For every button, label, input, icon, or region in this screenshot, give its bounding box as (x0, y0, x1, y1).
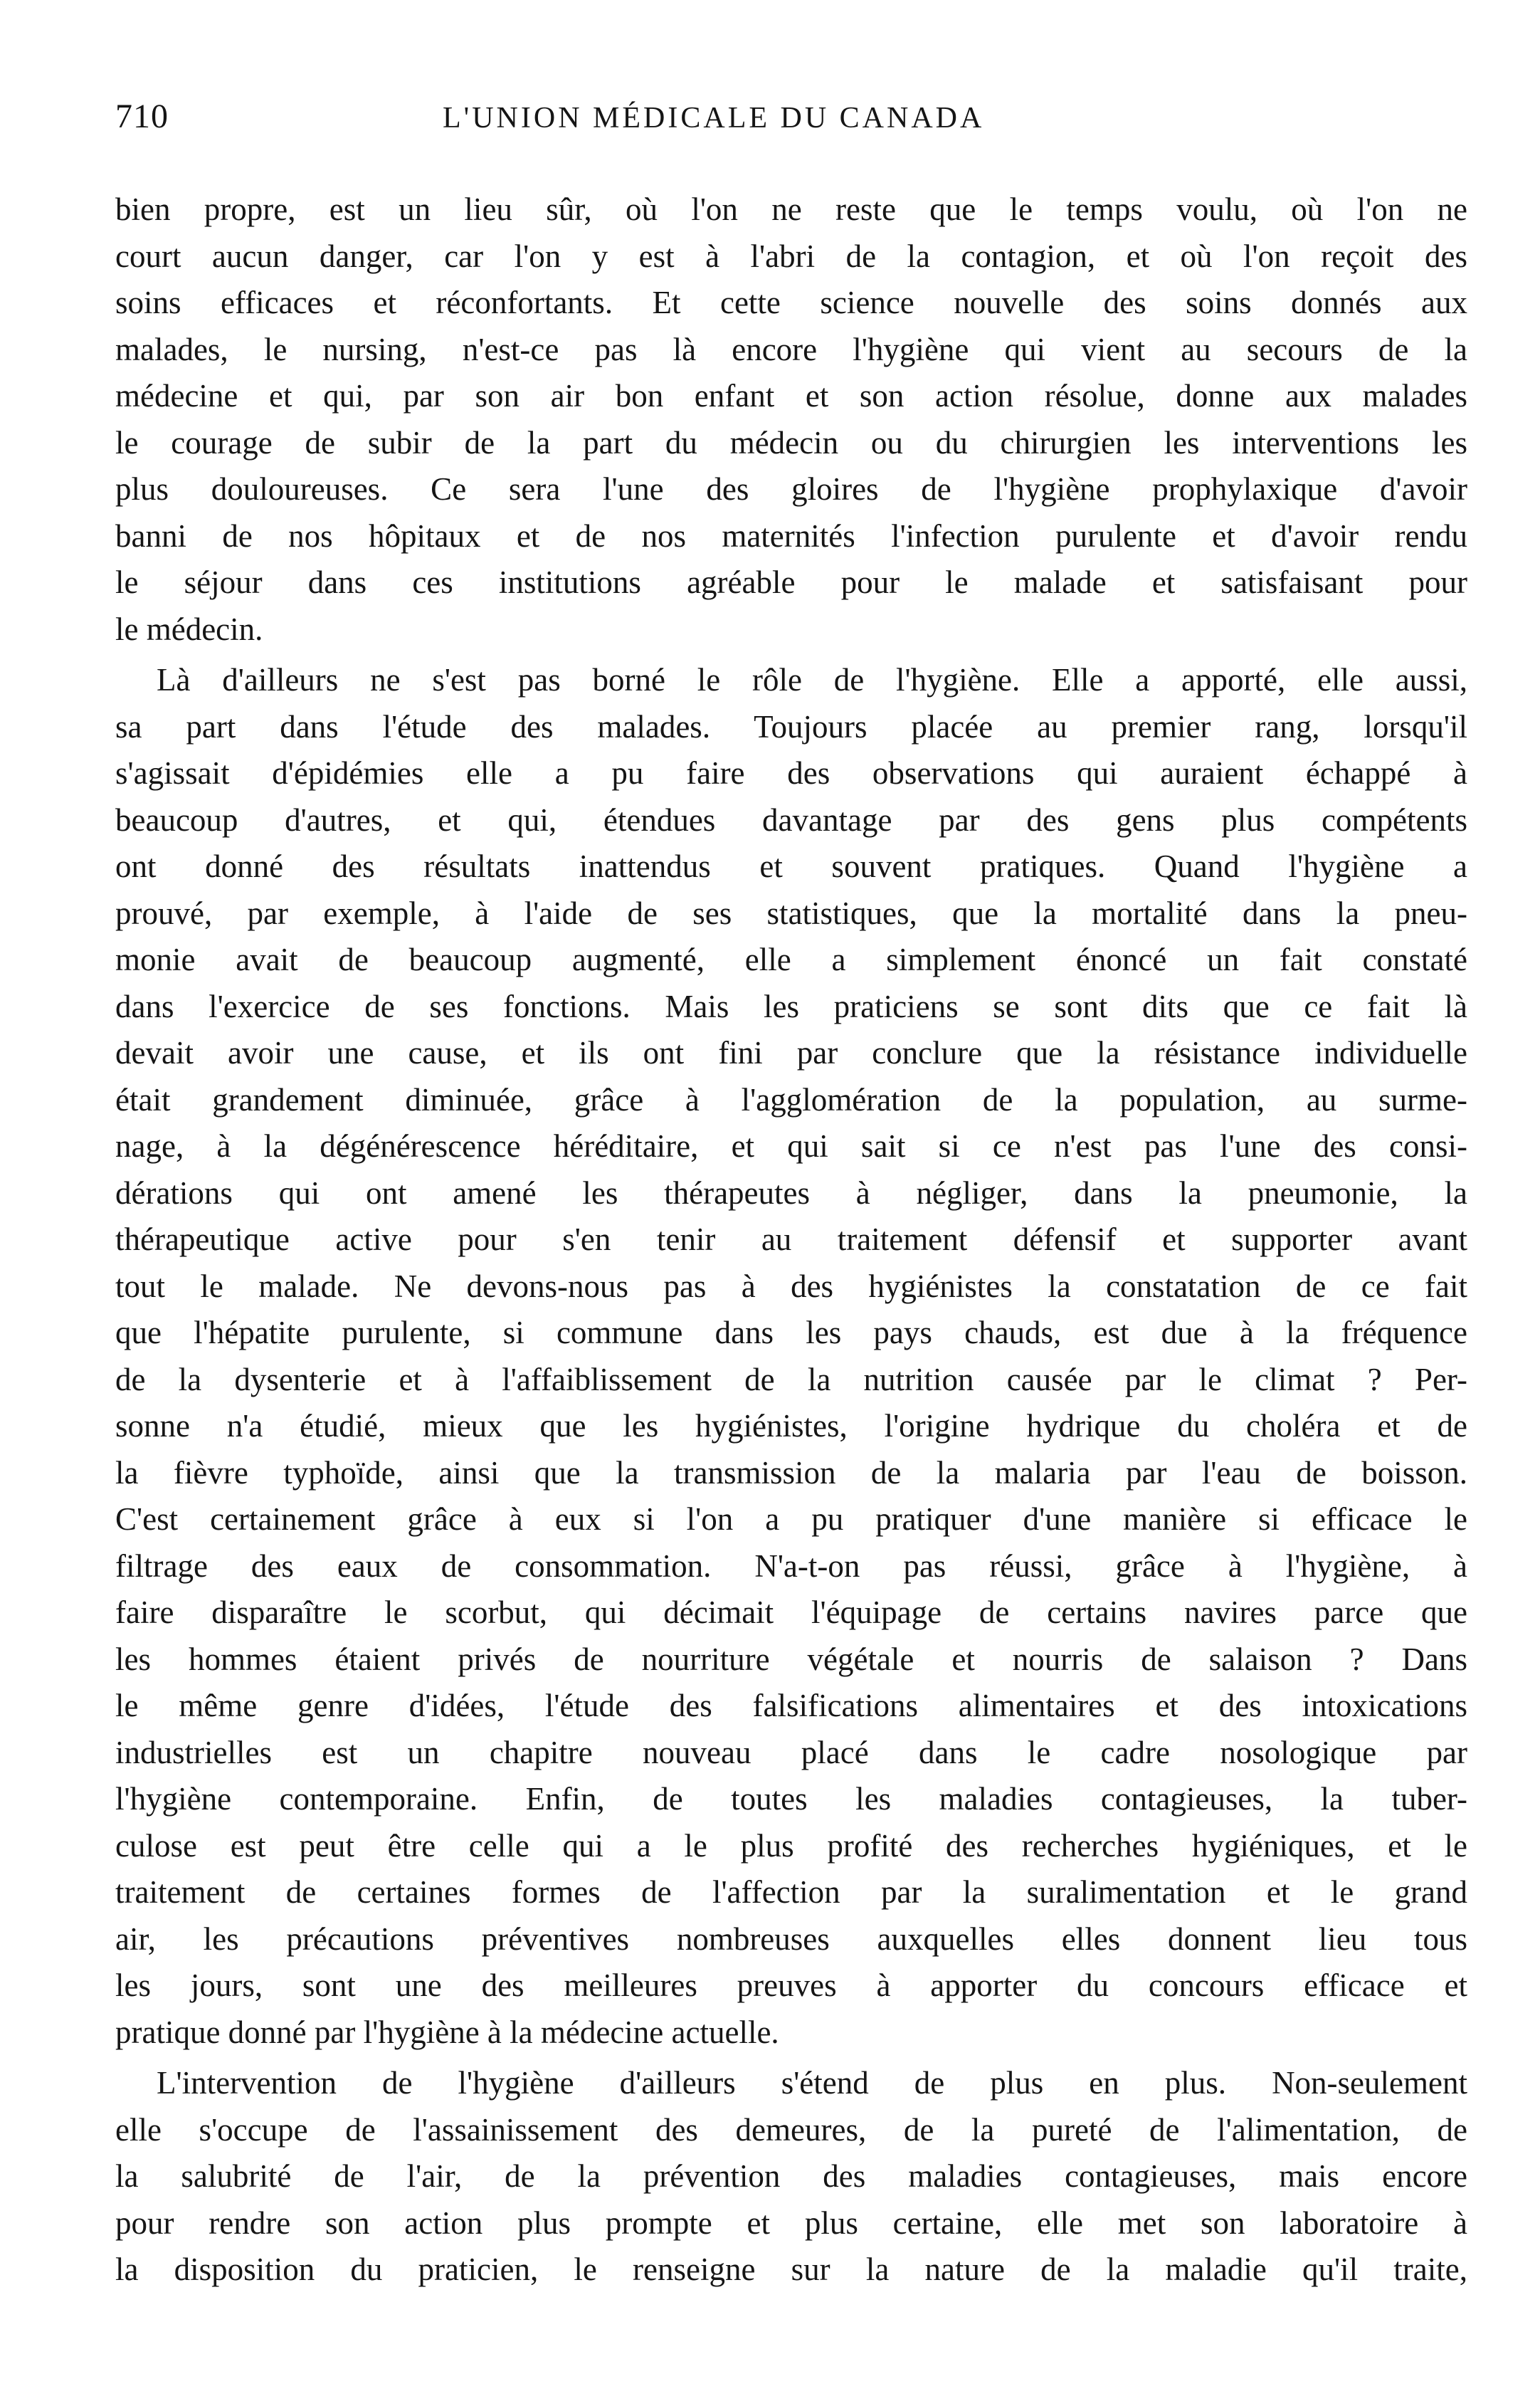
text-line: air, les précautions préventives nombreuses auxquelles elles donnent lieu tous (115, 1921, 1467, 1957)
text-line: monie avait de beaucoup augmenté, elle a simplement énoncé un fait constaté (115, 942, 1467, 977)
text-line: culose est peut être celle qui a le plus profité des recherches hygiéniques, et le (115, 1827, 1467, 1864)
text-line: sonne n'a étudié, mieux que les hygiénistes, l'origine hydrique du choléra et de (115, 1408, 1467, 1444)
text-line: faire disparaître le scorbut, qui décimait l'équipage de certains navires parce que (115, 1594, 1467, 1630)
text-line: traitement de certaines formes de l'affection par la suralimentation et le grand (115, 1874, 1467, 1910)
text-line: était grandement diminuée, grâce à l'agglomération de la population, au surme- (115, 1081, 1467, 1118)
text-line: les hommes étaient privés de nourriture végétale et nourris de salaison ? Dans (115, 1641, 1467, 1677)
text-line: L'intervention de l'hygiène d'ailleurs s'étend de plus en plus. Non-seulement (157, 2065, 1467, 2101)
text-line: médecine et qui, par son air bon enfant et son action résolue, donne aux malades (115, 378, 1467, 414)
text-line: court aucun danger, car l'on y est à l'abri de la contagion, et où l'on reçoit des (115, 238, 1467, 274)
text-line: bien propre, est un lieu sûr, où l'on ne reste que le temps voulu, où l'on ne (115, 191, 1467, 227)
page-number: 710 (115, 98, 169, 135)
paragraph-2 (115, 657, 1467, 2056)
text-line: devait avoir une cause, et ils ont fini par conclure que la résistance individuelle (115, 1035, 1467, 1071)
text-line: ont donné des résultats inattendus et souvent pratiques. Quand l'hygiène a (115, 849, 1467, 884)
text-line: plus douloureuses. Ce sera l'une des gloires de l'hygiène prophylaxique d'avoir (115, 471, 1467, 507)
text-line: les jours, sont une des meilleures preuves à apporter du concours efficace et (115, 1967, 1467, 2003)
text-line: filtrage des eaux de consommation. N'a-t-on pas réussi, grâce à l'hygiène, à (115, 1548, 1467, 1584)
text-line: la disposition du praticien, le renseigne sur la nature de la maladie qu'il traite, (115, 2252, 1467, 2287)
text-line: l'hygiène contemporaine. Enfin, de toutes les maladies contagieuses, la tuber- (115, 1781, 1467, 1817)
text-line: sa part dans l'étude des malades. Toujours placée au premier rang, lorsqu'il (115, 708, 1467, 745)
text-line: le médecin. (115, 611, 263, 647)
paragraph-1 (115, 186, 1467, 653)
text-line: dans l'exercice de ses fonctions. Mais les praticiens se sont dits que ce fait là (115, 988, 1467, 1024)
text-line: nage, à la dégénérescence héréditaire, et qui sait si ce n'est pas l'une des consi- (115, 1128, 1467, 1164)
text-line: prouvé, par exemple, à l'aide de ses statistiques, que la mortalité dans la pneu- (115, 895, 1467, 931)
text-line: thérapeutique active pour s'en tenir au traitement défensif et supporter avant (115, 1221, 1467, 1257)
text-line: soins efficaces et réconfortants. Et cette science nouvelle des soins donnés aux (115, 285, 1467, 320)
running-title: L'UNION MÉDICALE DU CANADA (443, 102, 985, 135)
text-line: beaucoup d'autres, et qui, étendues davantage par des gens plus compétents (115, 802, 1467, 838)
text-line: malades, le nursing, n'est-ce pas là encore l'hygiène qui vient au secours de la (115, 331, 1467, 367)
text-line: la salubrité de l'air, de la prévention des maladies contagieuses, mais encore (115, 2158, 1467, 2194)
text-line: Là d'ailleurs ne s'est pas borné le rôle de l'hygiène. Elle a apporté, elle aussi, (157, 662, 1467, 698)
text-line: que l'hépatite purulente, si commune dans les pays chauds, est due à la fréquence (115, 1315, 1467, 1350)
text-line: C'est certainement grâce à eux si l'on a pu pratiquer d'une manière si efficace le (115, 1501, 1467, 1537)
text-line: industrielles est un chapitre nouveau placé dans le cadre nosologique par (115, 1734, 1467, 1770)
text-line: le courage de subir de la part du médecin ou du chirurgien les interventions les (115, 424, 1467, 461)
text-line: le même genre d'idées, l'étude des falsifications alimentaires et des intoxications (115, 1688, 1467, 1723)
page-header (115, 97, 1467, 147)
text-line: s'agissait d'épidémies elle a pu faire des observations qui auraient échappé à (115, 755, 1467, 791)
text-line: pour rendre son action plus prompte et plus certaine, elle met son laboratoire à (115, 2205, 1467, 2241)
paragraph-3 (115, 2060, 1467, 2294)
article-body (115, 186, 1467, 2294)
text-line: pratique donné par l'hygiène à la médecine actuelle. (115, 2014, 779, 2050)
text-line: elle s'occupe de l'assainissement des demeures, de la pureté de l'alimentation, de (115, 2111, 1467, 2148)
text-line: banni de nos hôpitaux et de nos maternités l'infection purulente et d'avoir rendu (115, 517, 1467, 554)
text-line: tout le malade. Ne devons-nous pas à des hygiénistes la constatation de ce fait (115, 1268, 1467, 1304)
text-line: de la dysenterie et à l'affaiblissement de la nutrition causée par le climat ? Per- (115, 1361, 1467, 1397)
text-line: le séjour dans ces institutions agréable pour le malade et satisfaisant pour (115, 564, 1467, 600)
text-line: la fièvre typhoïde, ainsi que la transmission de la malaria par l'eau de boisson. (115, 1454, 1467, 1491)
text-line: dérations qui ont amené les thérapeutes à négliger, dans la pneumonie, la (115, 1175, 1467, 1211)
